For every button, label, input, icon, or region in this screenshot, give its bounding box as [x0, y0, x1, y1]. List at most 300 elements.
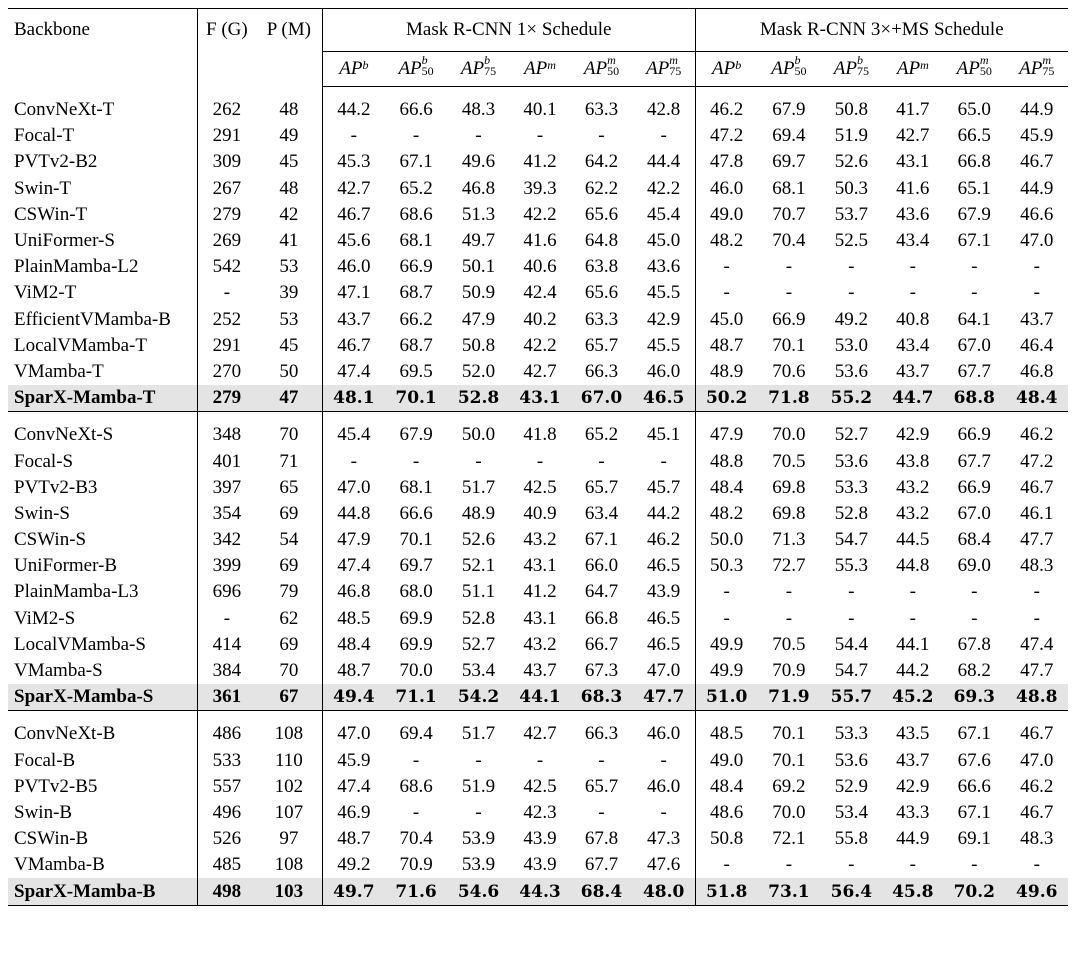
schedule-3x-value: -: [971, 854, 978, 876]
schedule-1x-value: 47.0: [322, 711, 384, 748]
schedule-3x-value: 43.2: [896, 502, 930, 524]
schedule-1x-value: 68.7: [399, 282, 433, 304]
backbone-name: SparX-Mamba-T: [8, 385, 197, 412]
backbone-name: UniFormer-S: [14, 230, 115, 252]
params-value: 71: [279, 450, 299, 472]
flops-value: 485: [197, 852, 255, 878]
schedule-1x-value: 44.8: [322, 501, 384, 527]
schedule-1x-value: 44.1: [510, 684, 570, 711]
schedule-3x-value: 43.6: [896, 203, 930, 225]
table-row: [8, 658, 1068, 684]
metric-header-s1-2: AP b 75: [447, 52, 509, 87]
schedule-1x-value: 46.0: [322, 254, 384, 280]
schedule-1x-value: -: [322, 448, 384, 474]
schedule-3x-value: 70.6: [772, 360, 806, 382]
schedule-3x-value: 43.7: [1020, 308, 1054, 330]
schedule-3x-value: 43.3: [896, 801, 930, 823]
schedule-1x-value: 68.7: [399, 334, 433, 356]
table-row: [8, 280, 1068, 306]
schedule-3x-value: 48.3: [1020, 555, 1054, 577]
schedule-3x-value: 66.6: [957, 775, 991, 797]
schedule-1x-value: 48.0: [633, 878, 695, 905]
backbone-name: EfficientVMamba-B: [14, 308, 171, 330]
metric-header-s1-0: AP b: [322, 52, 384, 87]
schedule-3x-value: 70.9: [772, 660, 806, 682]
schedule-3x-value: -: [971, 282, 978, 304]
schedule-1x-value: 50.0: [447, 412, 509, 449]
schedule-3x-value: 46.7: [1020, 151, 1054, 173]
schedule-1x-value: -: [412, 450, 420, 472]
schedule-3x-value: 50.8: [695, 826, 757, 852]
schedule-3x-value: 41.7: [896, 99, 930, 121]
schedule-1x-value: -: [412, 801, 420, 823]
backbone-name: VMamba-S: [14, 660, 103, 682]
schedule-1x-value: 42.7: [322, 176, 384, 202]
backbone-name: Focal-B: [14, 749, 76, 771]
schedule-3x-value: 51.0: [695, 684, 757, 711]
schedule-1x-value: 49.4: [322, 684, 384, 711]
schedule-3x-value: 49.2: [834, 308, 868, 330]
schedule-3x-value: 69.8: [772, 502, 806, 524]
schedule-3x-value: 43.4: [896, 230, 930, 252]
schedule-1x-value: 46.0: [647, 775, 681, 797]
schedule-1x-value: 69.4: [385, 711, 447, 748]
backbone-name: Swin-T: [14, 177, 71, 199]
schedule-3x-value: 69.8: [772, 476, 806, 498]
schedule-3x-value: 42.9: [896, 775, 930, 797]
schedule-1x-value: 70.0: [399, 660, 433, 682]
flops-value: 270: [197, 359, 255, 385]
schedule-1x-value: 50.8: [461, 334, 496, 356]
schedule-1x-value: 43.7: [322, 307, 384, 333]
schedule-1x-value: -: [598, 749, 605, 771]
table-row: [8, 307, 1068, 333]
schedule-1x-value: 66.8: [584, 607, 619, 629]
schedule-3x-value: 66.8: [957, 151, 991, 173]
schedule-3x-value: 53.0: [834, 334, 868, 356]
results-table: [8, 8, 1068, 906]
schedule-1x-value: 40.9: [523, 502, 557, 524]
schedule-3x-value: 53.6: [834, 360, 868, 382]
schedule-3x-value: 66.9: [943, 412, 1005, 449]
schedule-3x-value: 47.2: [695, 123, 757, 149]
schedule-1x-value: 49.7: [461, 230, 496, 252]
flops-value: 498: [197, 878, 255, 905]
metric-header-s3-0: AP b: [695, 52, 757, 87]
schedule-3x-value: -: [909, 854, 916, 876]
schedule-3x-value: 72.1: [772, 828, 806, 850]
schedule-1x-value: 47.4: [322, 774, 384, 800]
schedule-3x-value: 66.9: [957, 476, 991, 498]
schedule-1x-value: 40.6: [523, 256, 557, 278]
schedule-3x-value: 41.6: [896, 177, 930, 199]
schedule-3x-value: 42.9: [883, 412, 943, 449]
flops-value: 486: [197, 711, 255, 748]
schedule-3x-value: 48.4: [1006, 385, 1069, 412]
backbone-name: UniFormer-B: [14, 555, 118, 577]
schedule-1x-value: 66.0: [584, 555, 619, 577]
schedule-1x-value: 52.8: [461, 607, 496, 629]
schedule-1x-value: 48.5: [322, 606, 384, 632]
params-value: 79: [279, 581, 299, 603]
schedule-3x-value: -: [695, 254, 757, 280]
flops-value: 361: [197, 684, 255, 711]
schedule-3x-value: 70.4: [772, 230, 806, 252]
backbone-name: ConvNeXt-T: [14, 98, 115, 120]
schedule-3x-value: 55.3: [834, 555, 868, 577]
flops-value: 397: [197, 475, 255, 501]
schedule-3x-value: 53.6: [834, 450, 868, 472]
schedule-1x-value: 51.3: [461, 203, 496, 225]
schedule-3x-value: 51.8: [695, 878, 757, 905]
backbone-name: CSWin-T: [14, 203, 88, 225]
table-row: [8, 448, 1068, 474]
schedule-3x-value: 43.4: [896, 334, 930, 356]
table-row: [8, 333, 1068, 359]
table-row: [8, 826, 1068, 852]
schedule-3x-value: -: [785, 581, 793, 603]
schedule-3x-value: 47.4: [1020, 633, 1054, 655]
schedule-3x-header: Mask R-CNN 3×+MS Schedule: [695, 9, 1068, 52]
schedule-1x-value: 69.9: [399, 633, 433, 655]
schedule-3x-value: 43.7: [896, 749, 930, 771]
schedule-1x-value: 44.2: [322, 87, 384, 124]
schedule-1x-value: 67.8: [584, 828, 619, 850]
schedule-1x-value: 68.1: [399, 230, 433, 252]
params-value: 69: [279, 633, 299, 655]
schedule-1x-value: -: [322, 123, 384, 149]
schedule-1x-value: 52.1: [461, 555, 496, 577]
table-row: [8, 202, 1068, 228]
schedule-3x-value: 71.3: [772, 529, 806, 551]
schedule-3x-value: 52.6: [834, 151, 868, 173]
params-value: 69: [279, 555, 299, 577]
schedule-3x-value: 71.9: [758, 684, 820, 711]
backbone-name: ConvNeXt-S: [8, 412, 197, 449]
schedule-1x-value: -: [660, 801, 667, 823]
schedule-1x-value: 47.3: [647, 828, 681, 850]
schedule-1x-value: 45.5: [647, 282, 681, 304]
schedule-3x-value: 43.2: [896, 476, 930, 498]
schedule-1x-value: 41.2: [523, 151, 557, 173]
schedule-3x-value: 47.0: [1020, 749, 1054, 771]
schedule-3x-value: 67.6: [957, 749, 991, 771]
schedule-1x-value: 45.6: [322, 228, 384, 254]
params-value: 65: [279, 476, 299, 498]
schedule-3x-value: 46.4: [1020, 334, 1054, 356]
table-row: [8, 412, 1068, 449]
schedule-3x-value: -: [848, 282, 855, 304]
schedule-1x-value: 47.6: [647, 854, 681, 876]
schedule-3x-value: 66.9: [772, 308, 806, 330]
schedule-3x-value: 70.0: [772, 801, 806, 823]
flops-value: 696: [197, 579, 255, 605]
table-row: [8, 149, 1068, 175]
schedule-1x-value: 48.7: [322, 826, 384, 852]
table-row: [8, 553, 1068, 579]
metric-header-s1-4: AP m 50: [570, 52, 632, 87]
schedule-3x-value: 47.0: [1020, 230, 1054, 252]
flops-value: 291: [197, 123, 255, 149]
backbone-name: Swin-B: [14, 801, 73, 823]
schedule-1x-value: 45.5: [647, 334, 681, 356]
schedule-1x-value: 43.1: [523, 607, 557, 629]
schedule-1x-value: 64.2: [584, 151, 619, 173]
schedule-1x-value: -: [598, 450, 605, 472]
metric-header-s1-3: AP m: [510, 52, 570, 87]
backbone-name: LocalVMamba-T: [14, 334, 147, 356]
schedule-1x-value: 67.7: [584, 854, 619, 876]
schedule-3x-value: -: [909, 607, 916, 629]
schedule-1x-value: 67.1: [584, 529, 619, 551]
schedule-1x-value: -: [412, 749, 420, 771]
schedule-3x-value: -: [848, 607, 855, 629]
schedule-3x-value: 49.9: [695, 632, 757, 658]
flops-value: 533: [197, 748, 255, 774]
schedule-3x-value: 69.2: [772, 775, 806, 797]
metric-header-s3-4: AP m 50: [943, 52, 1005, 87]
backbone-name: ViM2-S: [14, 607, 76, 629]
schedule-1x-value: 46.8: [322, 579, 384, 605]
table-row: [8, 852, 1068, 878]
schedule-3x-value: 46.7: [1020, 801, 1054, 823]
table-row: [8, 501, 1068, 527]
schedule-3x-value: 47.8: [695, 149, 757, 175]
schedule-1x-value: 46.5: [647, 607, 681, 629]
schedule-3x-value: 54.7: [834, 660, 868, 682]
schedule-1x-value: 54.2: [447, 684, 509, 711]
schedule-3x-value: 45.2: [883, 684, 943, 711]
schedule-1x-value: 42.2: [523, 203, 557, 225]
schedule-1x-value: 51.7: [461, 476, 496, 498]
backbone-name: PVTv2-B5: [14, 775, 98, 797]
schedule-3x-value: 49.9: [695, 658, 757, 684]
params-value: 45: [279, 151, 299, 173]
schedule-1x-value: 49.7: [322, 878, 384, 905]
schedule-1x-value: -: [660, 125, 667, 147]
schedule-1x-value: 71.1: [385, 684, 447, 711]
params-value: 97: [279, 828, 299, 850]
params-value: 47: [256, 385, 323, 412]
schedule-1x-value: 42.8: [647, 99, 681, 121]
flops-header: F (G): [197, 9, 255, 87]
flops-value: 269: [197, 228, 255, 254]
schedule-3x-value: 46.7: [1006, 711, 1069, 748]
params-value: 48: [279, 177, 299, 199]
params-value: 54: [279, 529, 299, 551]
schedule-1x-value: 51.7: [447, 711, 509, 748]
schedule-1x-value: 47.1: [322, 280, 384, 306]
schedule-1x-value: 66.9: [399, 256, 433, 278]
schedule-1x-value: 69.5: [399, 360, 433, 382]
schedule-1x-value: 66.2: [399, 308, 433, 330]
schedule-3x-value: -: [971, 607, 978, 629]
schedule-3x-value: -: [695, 606, 757, 632]
schedule-3x-value: 45.8: [883, 878, 943, 905]
schedule-1x-value: 45.0: [647, 230, 681, 252]
schedule-1x-value: 63.8: [584, 256, 619, 278]
schedule-1x-value: 46.7: [322, 333, 384, 359]
schedule-1x-value: 46.0: [633, 711, 695, 748]
schedule-3x-value: -: [785, 854, 793, 876]
schedule-3x-value: 67.1: [957, 230, 991, 252]
schedule-3x-value: 46.6: [1020, 203, 1054, 225]
schedule-3x-value: 50.8: [834, 99, 868, 121]
backbone-name: Focal-T: [14, 125, 75, 147]
schedule-3x-value: 73.1: [758, 878, 820, 905]
schedule-3x-value: -: [1033, 581, 1040, 603]
schedule-3x-value: 44.7: [883, 385, 943, 412]
schedule-1x-value: 46.5: [647, 555, 681, 577]
schedule-3x-value: 69.4: [772, 125, 806, 147]
schedule-1x-value: 70.4: [399, 828, 433, 850]
params-value: 48: [279, 98, 299, 120]
params-value: 102: [274, 775, 304, 797]
schedule-3x-value: 55.8: [834, 828, 868, 850]
schedule-1x-value: 48.9: [461, 502, 496, 524]
schedule-3x-value: 67.1: [943, 711, 1005, 748]
backbone-name: PlainMamba-L2: [14, 256, 139, 278]
table-row: [8, 123, 1068, 149]
schedule-3x-value: 45.9: [1020, 125, 1054, 147]
schedule-1x-value: 44.3: [510, 878, 570, 905]
params-value: 53: [279, 256, 299, 278]
params-value: 107: [274, 801, 304, 823]
schedule-3x-value: 70.1: [772, 334, 806, 356]
table-row: [8, 254, 1068, 280]
schedule-1x-value: 48.3: [461, 99, 496, 121]
schedule-3x-value: -: [1033, 256, 1040, 278]
schedule-1x-value: 43.9: [523, 854, 557, 876]
schedule-3x-value: -: [848, 854, 855, 876]
backbone-header: Backbone: [8, 9, 197, 87]
schedule-3x-value: 65.0: [957, 99, 991, 121]
schedule-1x-value: 46.9: [322, 800, 384, 826]
schedule-3x-value: 70.7: [772, 203, 806, 225]
schedule-3x-value: 68.4: [957, 529, 991, 551]
schedule-1x-value: 43.1: [510, 385, 570, 412]
schedule-1x-value: 65.7: [584, 476, 619, 498]
backbone-name: Focal-S: [14, 450, 74, 472]
schedule-3x-value: 69.0: [957, 555, 991, 577]
params-header: P (M): [256, 9, 323, 87]
table-row: [8, 87, 1068, 124]
metric-header-s1-1: AP b 50: [385, 52, 447, 87]
schedule-1x-value: -: [475, 749, 482, 771]
schedule-1x-value: 70.1: [399, 529, 433, 551]
schedule-1x-header: Mask R-CNN 1× Schedule: [322, 9, 695, 52]
schedule-1x-value: 47.0: [322, 475, 384, 501]
schedule-1x-value: 65.6: [584, 203, 619, 225]
schedule-3x-value: 44.1: [896, 633, 930, 655]
schedule-3x-value: 54.7: [834, 529, 868, 551]
schedule-3x-value: 70.1: [758, 711, 820, 748]
schedule-3x-value: -: [785, 256, 793, 278]
table-row: [8, 579, 1068, 605]
schedule-1x-value: -: [536, 749, 544, 771]
backbone-name: PlainMamba-L3: [14, 581, 139, 603]
schedule-3x-value: -: [695, 280, 757, 306]
schedule-3x-value: -: [909, 581, 916, 603]
schedule-3x-value: 50.3: [695, 553, 757, 579]
schedule-3x-value: -: [695, 852, 757, 878]
params-value: 67: [256, 684, 323, 711]
schedule-3x-value: 49.6: [1006, 878, 1069, 905]
schedule-3x-value: 68.1: [772, 177, 806, 199]
schedule-1x-value: 49.2: [322, 852, 384, 878]
schedule-3x-value: 48.9: [695, 359, 757, 385]
schedule-3x-value: -: [971, 581, 978, 603]
schedule-3x-value: 45.0: [695, 307, 757, 333]
schedule-1x-value: 64.7: [584, 581, 619, 603]
schedule-1x-value: 52.6: [461, 529, 496, 551]
schedule-1x-value: 64.8: [584, 230, 619, 252]
schedule-3x-value: 69.1: [957, 828, 991, 850]
schedule-1x-value: 41.2: [523, 581, 557, 603]
schedule-3x-value: 47.7: [1020, 660, 1054, 682]
schedule-1x-value: 70.9: [399, 854, 433, 876]
schedule-3x-value: 70.5: [772, 450, 806, 472]
flops-value: 401: [197, 448, 255, 474]
schedule-1x-value: 43.2: [523, 529, 557, 551]
schedule-3x-value: -: [909, 256, 916, 278]
schedule-3x-value: 50.2: [695, 385, 757, 412]
schedule-1x-value: 52.0: [461, 360, 496, 382]
schedule-1x-value: -: [660, 749, 667, 771]
schedule-1x-value: 68.6: [399, 775, 433, 797]
schedule-1x-value: -: [475, 125, 482, 147]
schedule-3x-value: 48.7: [695, 333, 757, 359]
schedule-3x-value: 69.3: [943, 684, 1005, 711]
schedule-1x-value: 53.9: [461, 854, 496, 876]
schedule-1x-value: 45.4: [322, 412, 384, 449]
params-value: 70: [256, 412, 323, 449]
backbone-name: CSWin-S: [14, 529, 87, 551]
schedule-1x-value: 46.5: [633, 385, 695, 412]
schedule-3x-value: 51.9: [834, 125, 868, 147]
schedule-3x-value: 49.0: [695, 748, 757, 774]
table-row: [8, 475, 1068, 501]
backbone-name: PVTv2-B3: [14, 476, 98, 498]
schedule-3x-value: 67.0: [957, 334, 991, 356]
schedule-3x-value: 67.8: [957, 633, 991, 655]
params-value: 45: [279, 334, 299, 356]
schedule-3x-value: 46.2: [1006, 412, 1069, 449]
schedule-1x-value: 44.2: [647, 502, 681, 524]
flops-value: 414: [197, 632, 255, 658]
schedule-1x-value: 42.9: [647, 308, 681, 330]
schedule-3x-value: -: [848, 256, 855, 278]
table-row: [8, 527, 1068, 553]
backbone-name: PVTv2-B2: [14, 151, 98, 173]
schedule-1x-value: 46.2: [647, 529, 681, 551]
schedule-1x-value: 63.4: [584, 502, 619, 524]
schedule-1x-value: -: [536, 125, 544, 147]
schedule-3x-value: -: [785, 607, 793, 629]
schedule-3x-value: 67.0: [957, 502, 991, 524]
metric-header-s3-1: AP b 50: [758, 52, 820, 87]
metric-header-s3-2: AP b 75: [820, 52, 882, 87]
schedule-3x-value: -: [848, 581, 855, 603]
schedule-3x-value: 43.1: [896, 151, 930, 173]
schedule-1x-value: 66.7: [584, 633, 619, 655]
schedule-1x-value: 40.1: [523, 99, 557, 121]
schedule-3x-value: 48.5: [695, 711, 757, 748]
schedule-1x-value: 52.8: [447, 385, 509, 412]
schedule-3x-value: 53.7: [834, 203, 868, 225]
params-value: 49: [279, 125, 299, 147]
schedule-1x-value: 52.7: [461, 633, 496, 655]
